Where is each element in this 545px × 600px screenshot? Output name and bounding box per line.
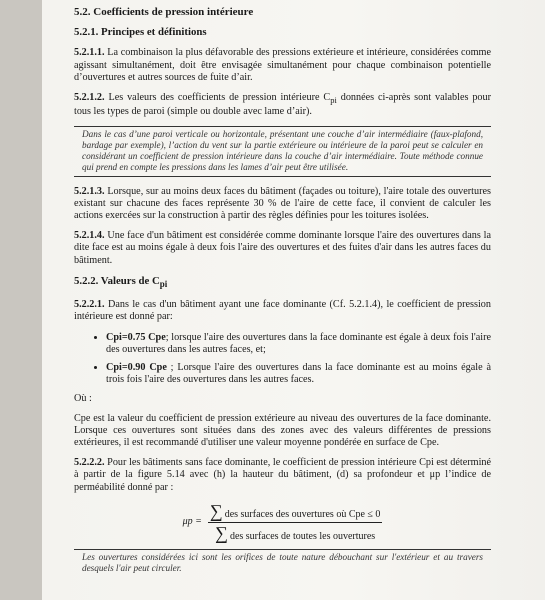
- paragraph-text: Pour les bâtiments sans face dominante, le coefficient de pression intérieure Cpi est déterminé à partir de la figure 5.14 avec (h) la hauteur du bâtiment, (d) sa profondeur et μp l’indice de perméabilité donné par :: [74, 457, 492, 493]
- bullet-formula: Cpi=0.75 Cpe: [106, 331, 166, 343]
- note-box-2: Les ouvertures considérées ici sont les orifices de toute nature débouchant sur l'extérieur et au travers desquels l'air peut circuler.: [74, 549, 491, 574]
- note-box-1: Dans le cas d’une paroi verticale ou horizontale, présentant une couche d’air intermédiaire (faux-plafond, bardage par exemple), l’action du vent sur la partie extérieure ou intérieure de la paroi peut se calculer en considérant un coefficient de pression intérieure dans la couche d’air intermédiaire. Toute méthode connue qui prend en compte les pressions dans les lames d’air peut être utilisée.: [74, 126, 491, 176]
- formula-denominator: [215, 523, 375, 543]
- paragraph-text: Les valeurs des coefficients de pression intérieure C: [108, 92, 331, 104]
- paragraph-text: Une face d'un bâtiment est considérée comme dominante lorsque l'aire des ouvertures dans la dite face est au moins égale à deux fois l'aire des ouvertures et des fuites d'air dans les autres faces du bâtiment.: [74, 230, 491, 266]
- list-item: [106, 362, 491, 386]
- paragraph-number: 5.2.2.2.: [74, 457, 105, 469]
- formula-lhs: μp =: [182, 516, 202, 528]
- paragraph-5213: [74, 186, 491, 223]
- paragraph-5221: [74, 299, 491, 323]
- subsection-title-text: 5.2.2. Valeurs de C: [74, 274, 160, 287]
- paragraph-5214: [74, 230, 491, 267]
- sigma-icon: ∑: [215, 523, 228, 544]
- paragraph-5211: [74, 47, 491, 84]
- paragraph-5212: [74, 92, 491, 118]
- paragraph-number: 5.2.1.1.: [74, 47, 105, 59]
- bullet-text: ; Lorsque l'aire des ouvertures dans la face dominante est au moins égale à trois fois l'aire des ouvertures dans les autres faces.: [106, 362, 491, 386]
- document-page: [42, 0, 545, 600]
- paragraph-5222: [74, 457, 491, 494]
- paragraph-number: 5.2.1.4.: [74, 230, 105, 242]
- formula-numerator: [208, 502, 383, 523]
- subsection-title-principes: 5.2.1. Principes et définitions: [74, 26, 207, 39]
- permeability-formula: [74, 502, 491, 543]
- paragraph-text-end: données ci-après sont valables pour tous les types de paroi (simple ou double avec lame d’air).: [74, 92, 492, 118]
- subscript: pi: [330, 95, 337, 106]
- paragraph-cpe: Cpe est la valeur du coefficient de pression extérieure au niveau des ouvertures de la face dominante. Lorsque ces ouvertures sont situées dans des zones avec des valeurs différentes de pressions extérieures, il est recommandé d'utiliser une valeur moyenne pondérée en surface de Cpe.: [74, 412, 491, 449]
- paragraph-number: 5.2.1.3.: [74, 185, 105, 197]
- paragraph-text: Dans le cas d'un bâtiment ayant une face dominante (Cf. 5.2.1.4), le coefficient de pression intérieure est donné par:: [74, 299, 491, 323]
- paragraph-number: 5.2.2.1.: [74, 299, 105, 311]
- paragraph-number: 5.2.1.2.: [74, 92, 105, 104]
- bullet-list: [74, 332, 491, 387]
- formula-numerator-text: des surfaces des ouvertures où Cpe ≤ 0: [224, 508, 381, 520]
- bullet-formula: Cpi=0.90 Cpe: [106, 362, 167, 374]
- list-item: [106, 332, 491, 356]
- subscript: pi: [159, 279, 168, 290]
- paragraph-text: Lorsque, sur au moins deux faces du bâtiment (façades ou toiture), l'aire totale des ouvertures existant sur chacune des faces représente 30 % de l'aire de cette face, il convient de calculer les actions exercées sur la construction à partir des règles définies pour les toitures isolées.: [74, 185, 491, 222]
- sigma-icon: ∑: [209, 500, 223, 521]
- section-title: 5.2. Coefficients de pression intérieure: [74, 6, 254, 18]
- bullet-text: ; lorsque l'aire des ouvertures dans la face dominante est égale à deux fois l'aire des ouvertures dans les autres faces, et;: [106, 331, 491, 355]
- paragraph-text: La combinaison la plus défavorable des pressions extérieure et intérieure, considérées comme agissant simultanément, doit être envisagée simultanément pour chaque combinaison potentielle d’ouvertures et autres sources de fuite d’air.: [74, 47, 492, 83]
- document-content: [74, 6, 491, 574]
- formula-denominator-text: des surfaces de toutes les ouvertures: [229, 531, 376, 543]
- subsection-title-valeurs: [74, 275, 491, 290]
- where-label: Où :: [74, 393, 92, 405]
- formula-fraction: [208, 502, 383, 543]
